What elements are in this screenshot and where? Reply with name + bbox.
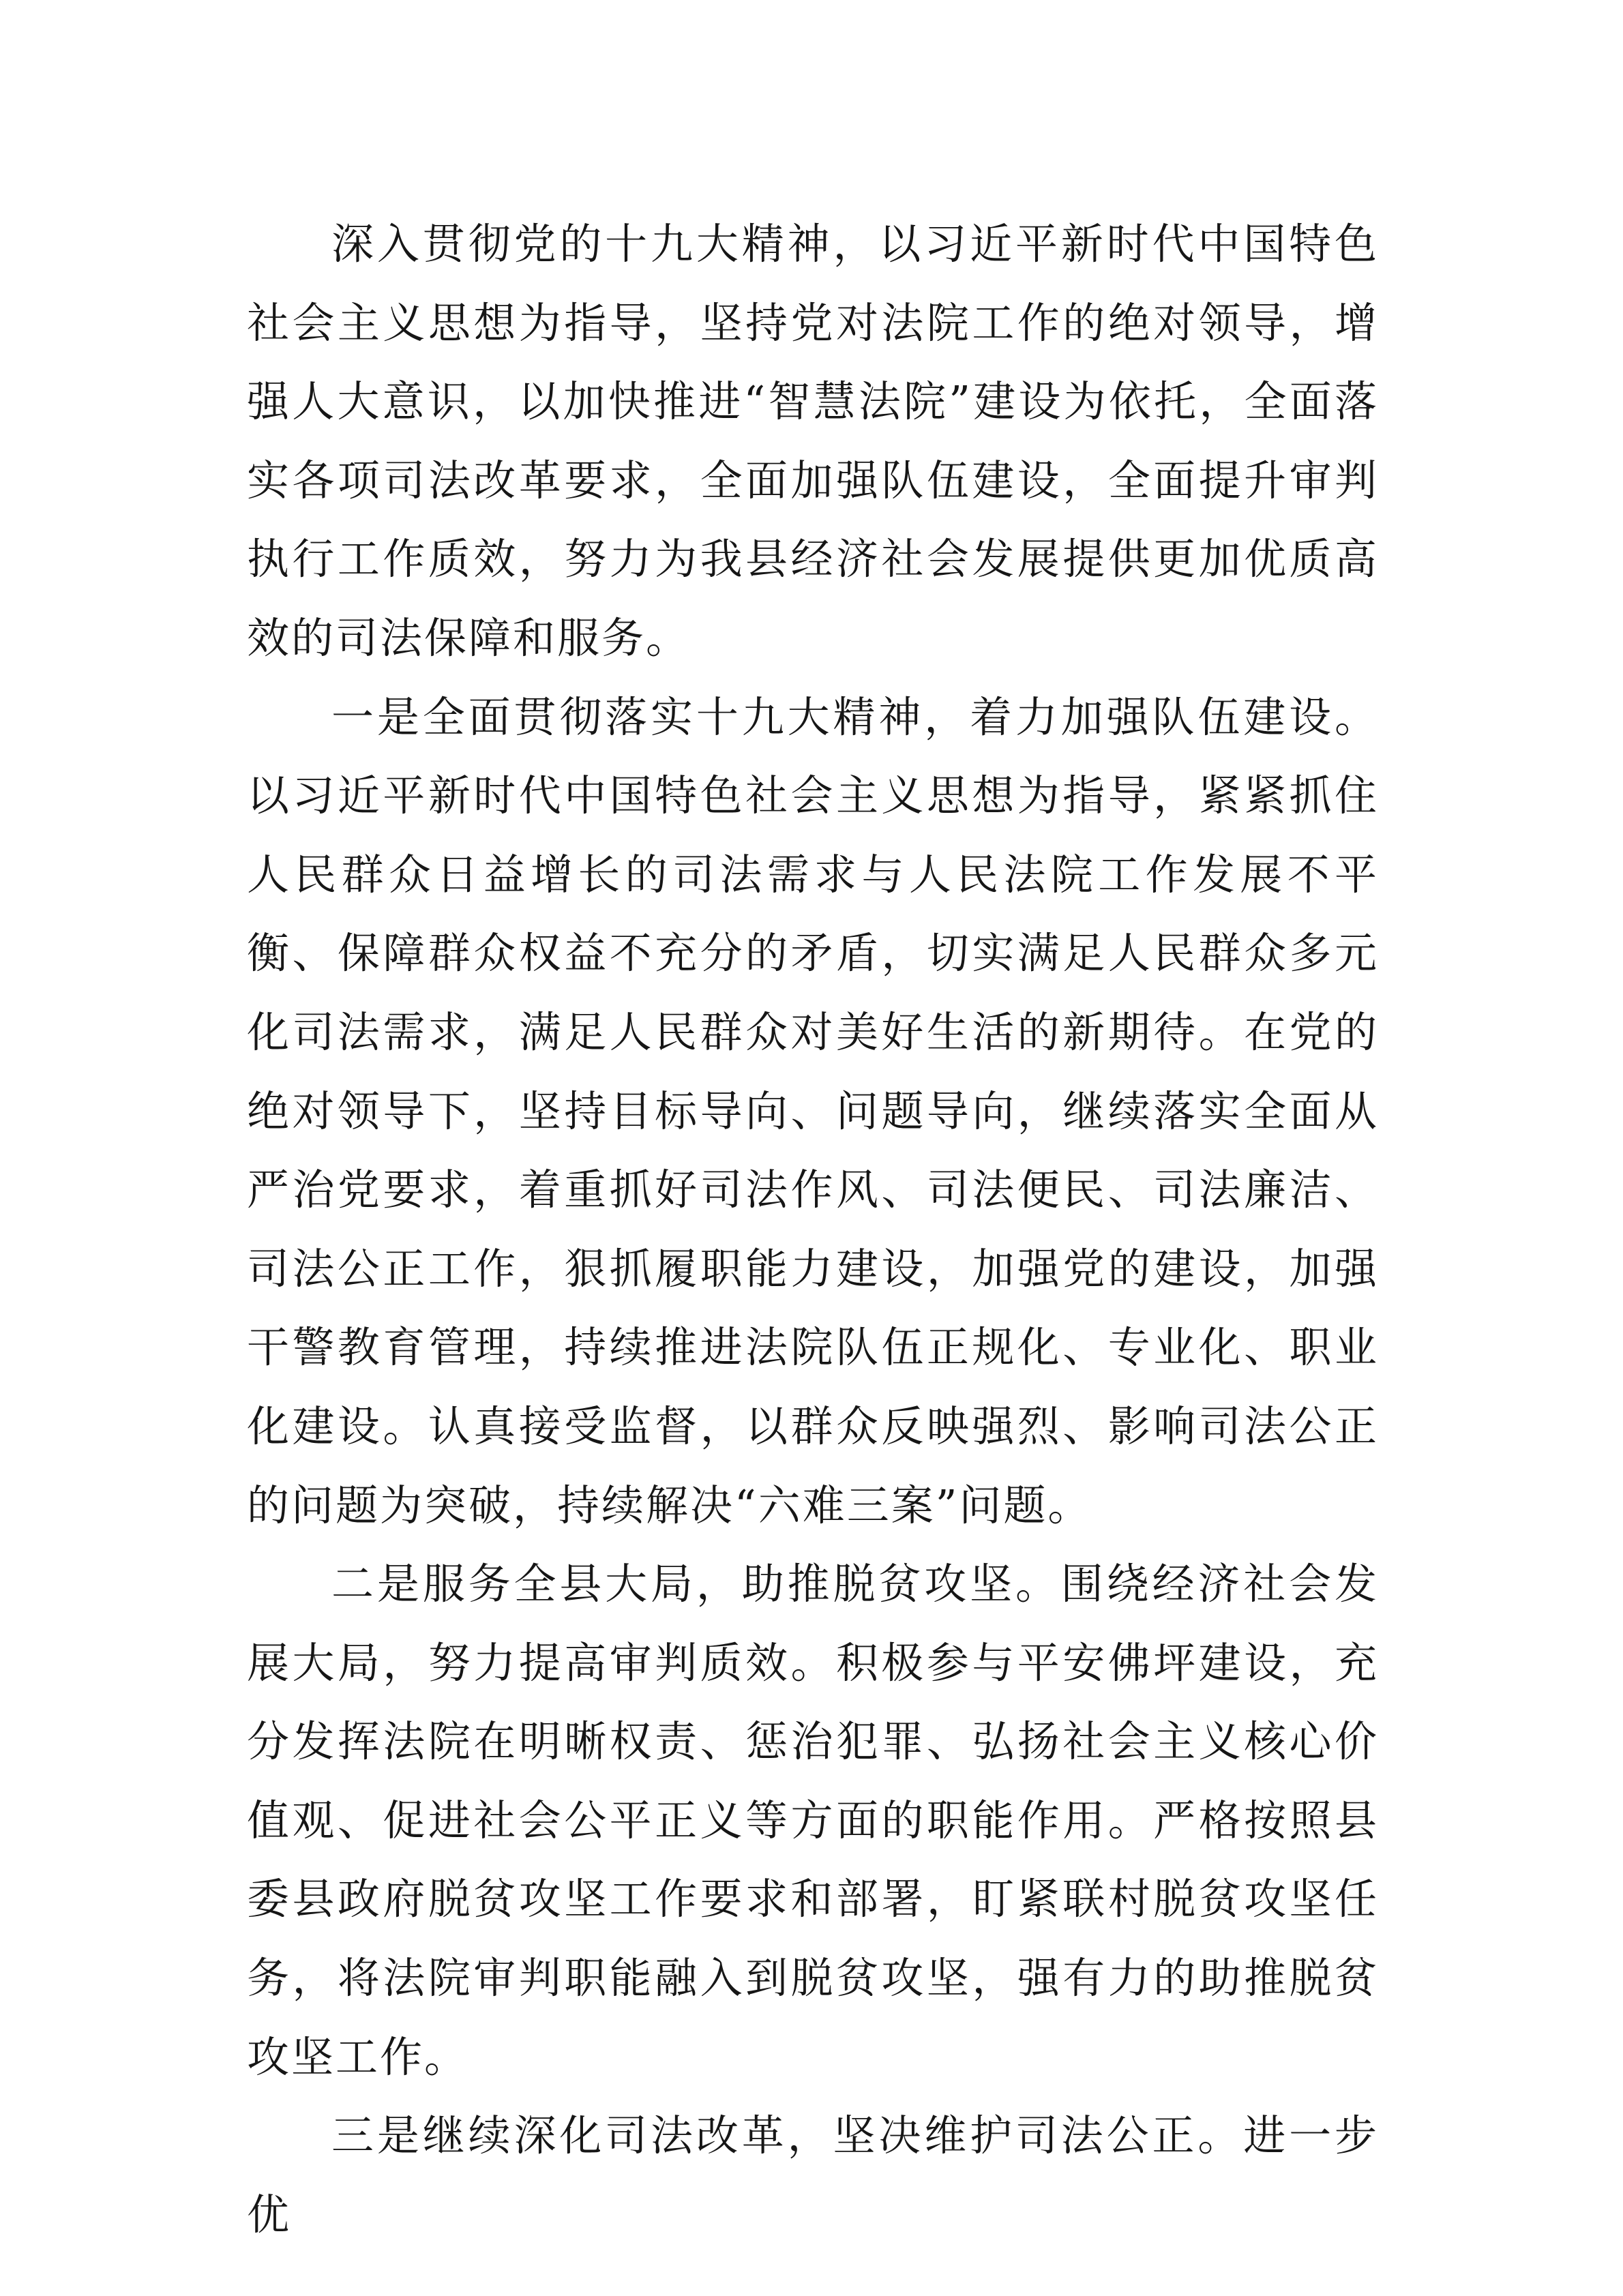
body-text: [247, 205, 1379, 2254]
paragraph-team-building: 一是全面贯彻落实十九大精神，着力加强队伍建设。以习近平新时代中国特色社会主义思想为指导，紧紧抓住人民群众日益增长的司法需求与人民法院工作发展不平衡、保障群众权益不充分的矛盾，切实满足人民群众多元化司法需求，满足人民群众对美好生活的新期待。在党的绝对领导下，坚持目标导向、问题导向，继续落实全面从严治党要求，着重抓好司法作风、司法便民、司法廉洁、司法公正工作，狠抓履职能力建设，加强党的建设，加强干警教育管理，持续推进法院队伍正规化、专业化、职业化建设。认真接受监督，以群众反映强烈、影响司法公正的问题为突破，持续解决“六难三案”问题。: [247, 691, 1379, 1530]
paragraph-judicial-reform: 三是继续深化司法改革，坚决维护司法公正。进一步优: [247, 2111, 1379, 2239]
paragraph-guiding-principle: 深入贯彻党的十九大精神，以习近平新时代中国特色社会主义思想为指导，坚持党对法院工作的绝对领导，增强人大意识，以加快推进“智慧法院”建设为依托，全面落实各项司法改革要求，全面加强队伍建设，全面提升审判执行工作质效，努力为我县经济社会发展提供更加优质高效的司法保障和服务。: [247, 219, 1379, 663]
paragraph-poverty-alleviation: 二是服务全县大局，助推脱贫攻坚。围绕经济社会发展大局，努力提高审判质效。积极参与平安佛坪建设，充分发挥法院在明晰权责、惩治犯罪、弘扬社会主义核心价值观、促进社会公平正义等方面的职能作用。严格按照县委县政府脱贫攻坚工作要求和部署，盯紧联村脱贫攻坚任务，将法院审判职能融入到脱贫攻坚，强有力的助推脱贫攻坚工作。: [247, 1559, 1379, 2082]
